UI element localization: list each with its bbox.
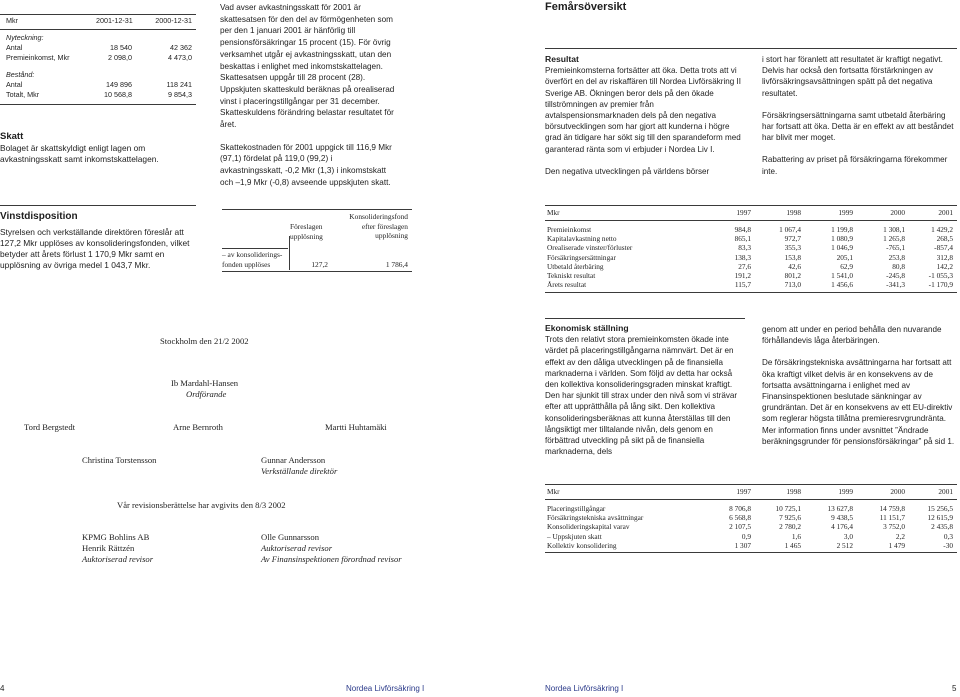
paragraph: Rabattering av priset på försäkringarna förekommer inte. [762,155,948,176]
table-cell: 27,6 [738,261,751,271]
profit-disposition [0,210,196,271]
table-cell: 865,1 [734,234,751,244]
rule [545,48,957,49]
paragraph: De försäkringstekniska avsättningarna har fortsatt att öka kraftigt vilket delvis är en konsekvens av de fortsatta avsättningarna i enlighet med av Finansinspektionen beslutade sänkningar av grundräntan. Det är en konsekvens av ett EU-direktiv som reglerar högsta tillåtna premieresrvgrundränta. Mer information finns under avsnittet ”Ändrade beräkningsgrunder för pensionsförsäkringar” på sid 1. [762,358,955,446]
table-cell: 3 752,0 [883,522,905,532]
paragraph: Skattekostnaden för 2001 uppgick till 116,9 Mkr (97,1) fördelat på 119,0 (99,2) i avkastningsskatt, -0,2 Mkr (1,3) i inkomstskatt och –1,9 Mkr (-0,8) avseende uppskjuten skatt. [220,142,392,187]
table-cell: 0,3 [943,531,953,541]
table-cell: 1 046,9 [831,243,853,253]
table-cell: 4 473,0 [168,53,192,62]
column-header: Föreslagen upplösning [290,222,323,241]
signatory-name: Tord Bergstedt [24,422,76,432]
rule [545,220,957,221]
rule [545,292,957,293]
table-header-cell: Mkr [547,487,560,496]
table-cell: 1 199,8 [831,225,853,234]
footer-brand: Nordea Livförsäkring I [545,684,624,693]
page-number: 5 [952,684,957,693]
result-text-col1 [545,54,745,177]
table-header-cell: 1998 [786,487,801,496]
table-cell: 1 429,2 [931,225,953,234]
table-row [547,271,953,280]
table-cell: 1 541,0 [831,270,853,280]
row-label: Försäkringstekniska avsättningar [547,513,644,523]
table-cell: 268,5 [936,234,953,244]
section-label: Nyteckning: [6,33,44,42]
table-cell: Totalt, Mkr [6,90,40,99]
divider [289,236,290,270]
table-cell: 118 241 [166,80,192,89]
table-header-row [547,208,953,220]
table-row [547,262,953,271]
section-heading: Vinstdisposition [0,211,78,222]
table-header-cell: 2001 [938,208,953,217]
table-cell: 9 854,3 [168,90,192,99]
table-cell: -245,8 [886,270,905,280]
table-cell: 149 896 [106,80,132,89]
table-cell: 4 176,4 [831,522,853,532]
table-cell: 6 568,8 [729,513,751,523]
table-row [547,280,953,289]
row-label: Kapitalavkastning netto [547,234,617,244]
table-cell: 115,7 [734,280,751,290]
signatory-title: Auktoriserad revisor [82,554,154,564]
table-row [6,53,194,63]
signatory-name: Henrik Rättzén [82,543,135,553]
table-cell: 153,8 [784,252,801,262]
five-year-result-rows [547,225,953,289]
table-cell: 62,9 [840,261,853,271]
table-header-cell: Mkr [547,208,560,217]
signatory-name: Gunnar Andersson [261,455,326,465]
table-row [547,522,953,531]
table-cell: 713,0 [784,280,801,290]
table-row [6,90,194,100]
row-label: – av konsoliderings- fonden upplöses [222,250,283,269]
table-cell: 83,3 [738,243,751,253]
table-cell: 138,3 [734,252,751,262]
rule [545,552,957,553]
table-header-cell: 1998 [786,208,801,217]
financial-position-col1 [545,323,745,457]
table-cell: 14 759,8 [879,504,905,513]
page-title: Femårsöversikt [545,1,627,13]
table-header-cell: 2001-12-31 [96,16,133,25]
five-year-position-rows [547,504,953,550]
table-header-cell: 2000-12-31 [155,16,192,25]
table-cell: -1 055,3 [928,270,953,280]
audit-statement: Vår revisionsberättelse har avgivits den 8/3 2002 [117,500,286,510]
row-label: – Uppskjuten skatt [547,531,602,541]
signatory-title: Ordförande [186,389,227,399]
table-cell: 801,2 [784,270,801,280]
five-year-position-table [547,487,953,499]
paragraph: genom att under en period behålla den nuvarande förhållandevis låga återbäringen. [762,325,942,346]
row-label: Försäkringsersättningar [547,252,616,262]
section-heading: Ekonomisk ställning [545,323,629,333]
paragraph: Den negativa utvecklingen på världens börser [545,166,710,176]
rule [222,248,288,249]
table-row [547,234,953,243]
signatory-name: Ib Mardahl-Hansen [171,378,239,388]
table-cell: Antal [6,80,23,89]
table-header-cell: 2000 [890,487,905,496]
signatory-name: Christina Torstensson [82,455,157,465]
table-row [547,513,953,522]
row-label: Tekniskt resultat [547,270,596,280]
table-cell: -1 170,9 [928,280,953,290]
table-cell: 1 479 [888,540,905,550]
paragraph: Bolaget är skattskyldigt enligt lagen om avkastningsskatt samt inkomstskattelagen. [0,143,159,164]
table-row [547,532,953,541]
rule [0,104,196,105]
table-cell: 3,0 [843,531,853,541]
row-label: Premieinkomst [547,225,592,234]
tax-text [220,2,396,189]
row-label: Kollektiv konsolidering [547,540,617,550]
new-policies-table [6,16,194,27]
paragraph: i stort har föranlett att resultatet är kraftigt negativt. Delvis har också den fortsatta förstärkningen av livförsäkringsavsättningen spätt på det negativa resultatet. [762,55,943,98]
paragraph: Styrelsen och verkställande direktören föreslår att 127,2 Mkr upplöses av konsolideringsfonden, vilket betyder att årets förlust 1 170,9 Mkr samt en upplösning av övriga medel 1 043,7 Mkr. [0,227,190,270]
table-cell: 1 080,9 [831,234,853,244]
table-cell: 1 265,8 [883,234,905,244]
table-cell: 253,8 [888,252,905,262]
table-header-cell: 2000 [890,208,905,217]
table-cell: 80,8 [892,261,905,271]
table-cell: 312,8 [936,252,953,262]
table-cell: 1 456,6 [831,280,853,290]
table-header-cell: Mkr [6,16,18,25]
table-cell: 11 151,7 [879,513,905,523]
row-label: Konsolideringskapital varav [547,522,630,532]
table-row [6,80,194,90]
table-cell: 7 925,6 [779,513,801,523]
table-cell: 191,2 [734,270,751,280]
table-cell: 2 512 [836,540,853,550]
table-cell: 8 706,8 [729,504,751,513]
table-header-row [547,487,953,499]
table-cell: 205,1 [836,252,853,262]
table-cell: 1 307 [734,540,751,550]
page-number: 4 [0,684,5,693]
table-cell: 13 627,8 [827,504,853,513]
table-cell: 2 780,2 [779,522,801,532]
column-header: Konsolideringsfond efter föreslagen upplösning [349,212,408,241]
table-header-cell: 1999 [838,208,853,217]
table-cell: Premieinkomst, Mkr [6,53,70,62]
table-header-cell: 1997 [736,208,751,217]
table-cell: 18 540 [110,43,132,52]
rule [222,209,412,210]
signatory-name: Martti Huhtamäki [325,422,387,432]
paragraph: Premieinkomsterna fortsätter att öka. Detta trots att vi överfört en del av riskaffären till Nordea Livförsäkring II Sverige AB. Ökningen beror dels på den ökade tillströmningen av premier från avtalspensionsmarknaden dels på den negativa börsutvecklingen som har gjort att kunderna i högre grad än tidigare har sökt sig till den sparandeform med garanterad ränta som vi erbjuder i Nordea Liv I. [545,66,741,154]
new-policies-rows [6,33,194,100]
table-row [6,43,194,53]
row-label: Utbetald återbäring [547,261,604,271]
table-cell: 12 615,9 [927,513,953,523]
tax-section [0,131,196,165]
table-cell: 10 568,8 [104,90,132,99]
rule [545,499,957,500]
rule [545,318,745,319]
table-cell: -30 [943,540,953,550]
table-cell: 1 067,4 [779,225,801,234]
five-year-result-table [547,208,953,220]
rule [545,484,957,485]
signatory-title: Verkställande direktör [261,466,338,476]
table-cell: 127,2 [311,260,328,269]
table-cell: 10 725,1 [775,504,801,513]
paragraph: Vad avser avkastningsskatt för 2001 är skattesatsen för den del av förmögenheten som per den 1 januari 2001 är hänförlig till pensionsförsäkringar 15 procent (15). För övrig verksamhet utgår ej avkastningsskatt, utan den beskattas i enlighet med inkomstskattelagen. Skattesatsen uppgår till 28 procent (28). Uppskjuten skatteskuld beräknas på orealiserad vinst i placeringstillgångar per 31 december. Skatteskuldens förändring belastar resultatet för året. [220,3,395,130]
section-heading: Resultat [545,54,579,64]
section-heading: Skatt [0,131,24,142]
table-cell: -765,1 [886,243,905,253]
row-label: Placeringstillgångar [547,504,606,513]
table-cell: 1 465 [784,540,801,550]
rule [0,205,196,206]
table-cell: 1 786,4 [385,260,408,269]
table-cell: 2 098,0 [108,53,132,62]
signatory-name: Olle Gunnarsson [261,532,319,542]
result-text-col2 [762,54,957,177]
row-label: Årets resultat [547,280,587,290]
table-row [547,541,953,550]
table-cell: 0,9 [741,531,751,541]
table-cell: 2 107,5 [729,522,751,532]
table-cell: 2 435,8 [931,522,953,532]
table-row [547,253,953,262]
table-row [547,504,953,513]
signatory-name: Arne Bernroth [173,422,223,432]
table-cell: 42,6 [788,261,801,271]
table-cell: 2,2 [895,531,905,541]
table-cell: 15 256,5 [927,504,953,513]
table-row [547,225,953,234]
signatory-title: Av Finansinspektionen förordnad revisor [261,554,402,564]
table-cell: Antal [6,43,23,52]
paragraph: Försäkringsersättningarna samt utbetald återbäring har fortsatt att öka. Detta är en effekt av att beståndet har blivit mer moget. [762,110,954,143]
table-cell: 1 308,1 [883,225,905,234]
footer-brand: Nordea Livförsäkring I [346,684,425,693]
rule [0,29,196,30]
rule [222,271,412,272]
table-header-cell: 1997 [736,487,751,496]
table-cell: 972,7 [784,234,801,244]
table-row [547,243,953,252]
table-header-cell: 2001 [938,487,953,496]
table-cell: 1,6 [791,531,801,541]
table-header-cell: 1999 [838,487,853,496]
table-cell: 142,2 [936,261,953,271]
place-date: Stockholm den 21/2 2002 [160,336,249,346]
table-cell: -857,4 [934,243,953,253]
auditor-firm: KPMG Bohlins AB [82,532,150,542]
table-cell: 9 438,5 [831,513,853,523]
table-cell: 984,8 [734,225,751,234]
section-label: Bestånd: [6,70,35,79]
rule [0,14,196,15]
rule [545,205,957,206]
paragraph: Trots den relativt stora premieinkomsten ökade inte värdet på placeringstillgångarna nämnvärt. Det är en effekt av den dåliga utvecklingen på de finansiella marknaderna i världen. Som följd av detta har också den kollektiva konsolideringsgraden minskat kraftigt. Den har sjunkit till strax under den nivå som vi strävar efter att upprätthålla på lång sikt. Den kollektiva konsolideringsberäknas att kunna återställas till den långsiktigt mer tilltalande nivån, dels genom en förbättrad utveckling på sikt på de finansiella marknaderna, dels [545,335,738,457]
table-cell: 42 362 [170,43,192,52]
table-cell: -341,3 [886,280,905,290]
financial-position-col2 [762,324,957,447]
row-label: Orealiserade vinster/förluster [547,243,633,253]
table-cell: 355,3 [784,243,801,253]
signatory-title: Auktoriserad revisor [261,543,333,553]
